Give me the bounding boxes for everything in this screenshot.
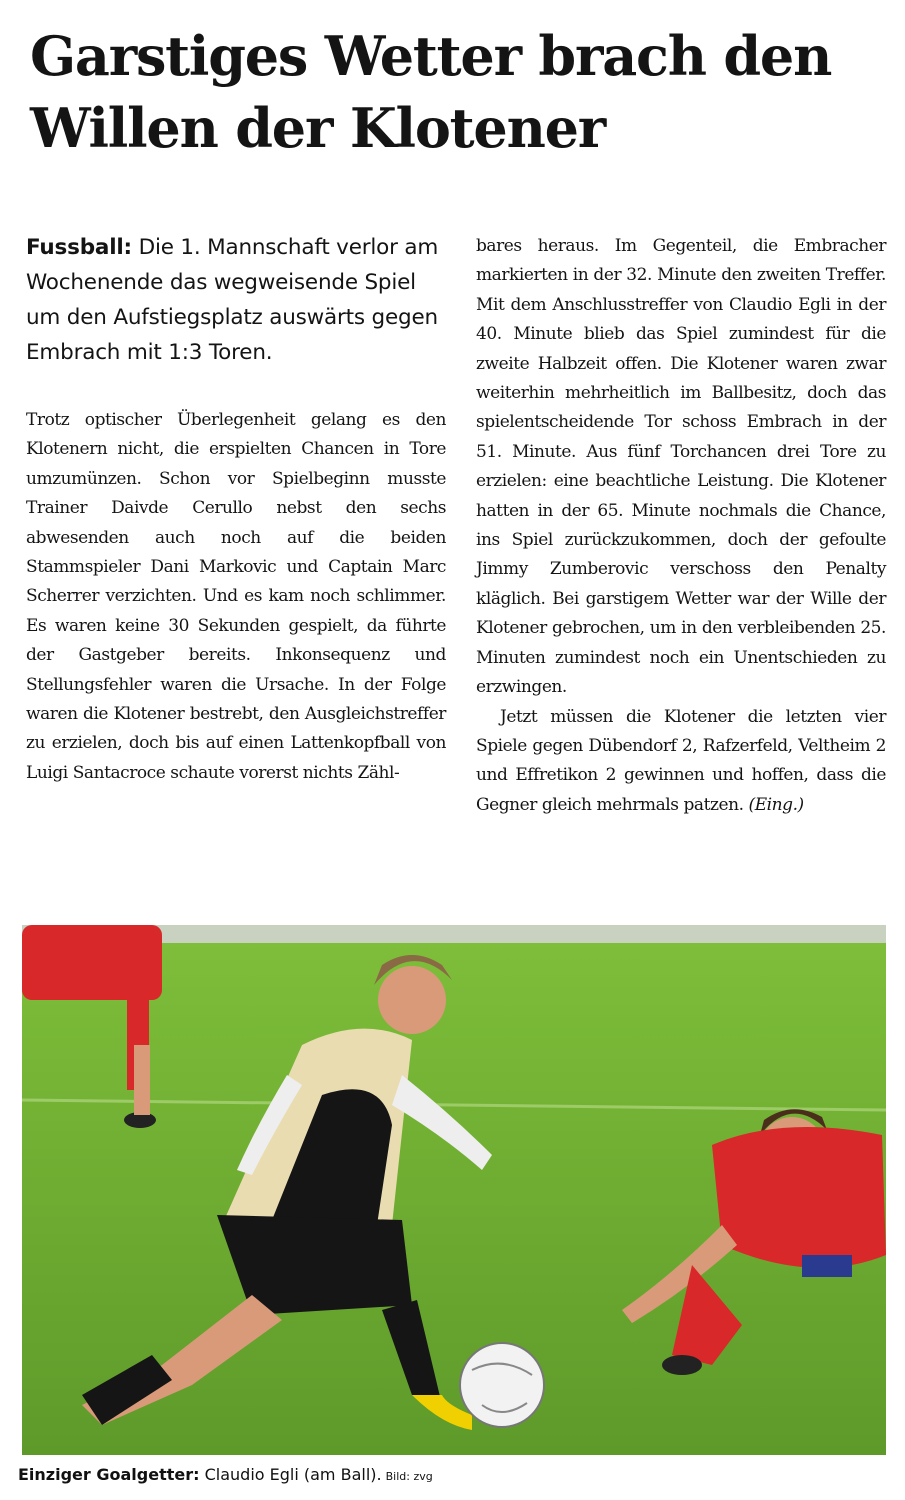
red-shorts-bg	[22, 925, 162, 1000]
match-photo	[22, 925, 886, 1455]
lead-kicker: Fussball:	[26, 235, 132, 260]
opponent-boot	[662, 1355, 702, 1375]
article-paragraph-1-continued: bares heraus. Im Gegenteil, die Embracher markierten in der 32. Minute den zweiten Treffer. Mit dem Anschlusstreffer von Claudio Egli in der 40. Minute blieb das Spiel zumindest für die zweite Halbzeit offen. Die Klotener waren zwar weiterhin mehrheitlich im Ballbesitz, doch das spielentscheidende Tor schoss Embrach in der 51. Minute. Aus fünf Torchancen drei Tore zu erzielen: eine beachtliche Leistung. Die Klotener hatten in der 65. Minute nochmals die Chance, ins Spiel zurückzukommen, doch der gefoulte Jimmy Zumberovic verschoss den Penalty kläglich. Bei garstigem Wetter war der Wille der Klotener gebrochen, um in den verbleibenden 25. Minuten zumindest noch ein Unentschieden zu erzwingen.	[476, 236, 886, 698]
red-leg-bg	[134, 1045, 150, 1115]
opponent-shirt	[712, 1127, 886, 1268]
football	[460, 1343, 544, 1427]
match-photo-illustration	[22, 925, 886, 1455]
article-column-right	[476, 232, 886, 820]
captain-armband	[802, 1255, 852, 1277]
player-head	[378, 966, 446, 1034]
article-source: (Eing.)	[748, 794, 804, 815]
article-paragraph-2	[476, 703, 886, 821]
photo-caption	[18, 1465, 888, 1484]
article-paragraph-1: Trotz optischer Überlegenheit gelang es den Klotenern nicht, die erspielten Chancen in Tore umzumünzen. Schon vor Spielbeginn musste Trainer Daivde Cerullo nebst den sechs abwesenden auch noch auf die beiden Stammspieler Dani Markovic und Captain Marc Scherrer verzichten. Und es kam noch schlimmer. Es waren keine 30 Sekunden gespielt, da führte der Gastgeber bereits. Inkonsequenz und Stellungsfehler waren die Ursache. In der Folge waren die Klotener bestrebt, den Ausgleichstreffer zu erzielen, doch bis auf einen Lattenkopfball von Luigi Santacroce schaute vorerst nichts Zähl-	[26, 410, 446, 783]
photo-credit: Bild: zvg	[385, 1470, 433, 1483]
paragraph-2-text: Jetzt müssen die Klotener die letzten vier Spiele gegen Dübendorf 2, Rafzerfeld, Veltheim 2 und Effretikon 2 gewinnen und hoffen, dass die Gegner gleich mehrmals patzen.	[476, 706, 886, 815]
article-headline: Garstiges Wetter brach den Willen der Klotener	[30, 24, 832, 160]
article-lead	[26, 230, 446, 370]
article-column-left	[26, 230, 446, 788]
caption-text: Claudio Egli (am Ball).	[199, 1465, 382, 1484]
ball-body	[460, 1343, 544, 1427]
lead-text: Die 1. Mannschaft verlor am Wochenende das wegweisende Spiel um den Aufstiegsplatz auswärts gegen Embrach mit 1:3 Toren.	[26, 235, 439, 365]
caption-bold: Einziger Goalgetter:	[18, 1465, 200, 1484]
